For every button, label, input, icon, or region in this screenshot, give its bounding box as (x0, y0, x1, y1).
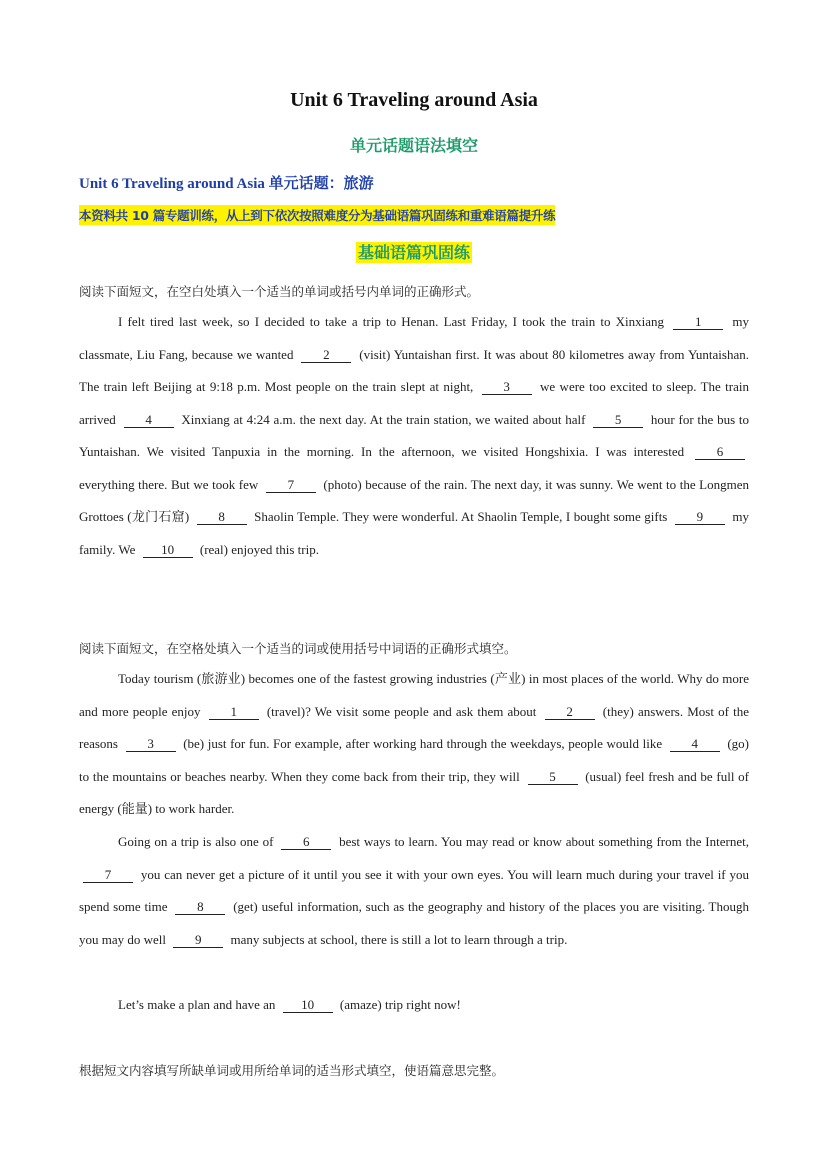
answer-blank-10[interactable]: 10 (283, 997, 333, 1013)
text-segment: Xinxiang at 4:24 a.m. the next day. At the train station, we waited about half (177, 411, 590, 427)
answer-blank-1[interactable]: 1 (673, 314, 723, 330)
answer-blank-7[interactable]: 7 (83, 867, 133, 883)
text-segment: (real) enjoyed this trip. (196, 541, 319, 557)
topic-cn: 单元话题：旅游 (268, 174, 374, 192)
answer-blank-4[interactable]: 4 (124, 412, 174, 428)
answer-blank-6[interactable]: 6 (695, 444, 745, 460)
passage2-paragraph-1 (79, 663, 749, 826)
text-segment: hour for the bus to Yuntaishan. We visited Tanpuxia in the morning. In the afternoon, we visited Hongshixia. I was interested (79, 411, 749, 459)
answer-blank-2[interactable]: 2 (301, 347, 351, 363)
answer-blank-9[interactable]: 9 (675, 509, 725, 525)
text-segment: many subjects at school, there is still a lot to learn through a trip. (227, 931, 568, 947)
section-heading-text: 基础语篇巩固练 (357, 243, 470, 262)
answer-blank-5[interactable]: 5 (593, 412, 643, 428)
section-heading (79, 240, 749, 263)
text-segment: (amaze) trip right now! (336, 997, 461, 1012)
text-segment: we were too excited to sleep. The train arrived (79, 379, 750, 427)
passage1-text (79, 306, 749, 566)
passage3-instruction: 根据短文内容填写所缺单词或用所给单词的适当形式填空，使语篇意思完整。 (79, 1063, 505, 1078)
passage2-instruction: 阅读下面短文，在空格处填入一个适当的词或使用括号中词语的正确形式填空。 (79, 641, 517, 656)
text-segment: my family. We (79, 509, 749, 557)
answer-blank-4[interactable]: 4 (670, 736, 720, 752)
answer-blank-10[interactable]: 10 (143, 542, 193, 558)
text-segment: (be) just for fun. For example, after working hard through the weekdays, people would like (179, 736, 666, 751)
text-segment: everything there. But we took few (79, 476, 262, 492)
document-subtitle: 单元话题语法填空 (349, 136, 478, 155)
text-segment: you can never get a picture of it until you see it with your own eyes. You will learn much during your travel if you spend some time (79, 866, 749, 914)
text-segment: Shaolin Temple. They were wonderful. At Shaolin Temple, I bought some gifts (250, 509, 671, 524)
text-segment: (photo) because of the rain. The next day, it was sunny. We went to the Longmen Grottoes (龙门石窟) (79, 476, 749, 524)
topic-en: Unit 6 Traveling around Asia (79, 176, 269, 192)
text-segment: Going on a trip is also one of (118, 834, 278, 849)
answer-blank-8[interactable]: 8 (197, 509, 247, 525)
highlight-note: 本资料共 10 篇专题训练，从上到下依次按照难度分为基础语篇巩固练和重难语篇提升练 (79, 205, 555, 225)
answer-blank-5[interactable]: 5 (528, 769, 578, 785)
text-segment: (they) answers. Most of the reasons (79, 703, 750, 751)
text-segment: I felt tired last week, so I decided to take a trip to Henan. Last Friday, I took the train to Xinxiang (118, 314, 670, 329)
text-segment: (usual) feel fresh and be full of energy (能量) to work harder. (79, 768, 749, 816)
answer-blank-2[interactable]: 2 (545, 704, 595, 720)
text-segment: Let’s make a plan and have an (118, 997, 279, 1012)
passage2-paragraph-2 (79, 826, 749, 956)
text-segment: (visit) Yuntaishan first. It was about 80 kilometres away from Yuntaishan. The train left Beijing at 9:18 p.m. Most people on the train slept at night, (79, 346, 749, 394)
answer-blank-7[interactable]: 7 (266, 477, 316, 493)
text-segment: (get) useful information, such as the geography and history of the places you are visiting. Though you may do well (79, 899, 749, 947)
answer-blank-3[interactable]: 3 (126, 736, 176, 752)
text-segment: (travel)? We visit some people and ask them about (262, 703, 541, 719)
text-segment: Today tourism (旅游业) becomes one of the fastest growing industries (产业) in most places of the world. Why do more and more people enjoy (79, 671, 749, 719)
answer-blank-9[interactable]: 9 (173, 932, 223, 948)
unit-topic (79, 172, 374, 193)
answer-blank-1[interactable]: 1 (209, 704, 259, 720)
document-title: Unit 6 Traveling around Asia (290, 89, 538, 111)
passage2-paragraph-3 (79, 989, 749, 1022)
passage1-instruction: 阅读下面短文，在空白处填入一个适当的单词或括号内单词的正确形式。 (79, 284, 480, 299)
answer-blank-8[interactable]: 8 (175, 899, 225, 915)
answer-blank-6[interactable]: 6 (281, 834, 331, 850)
text-segment: best ways to learn. You may read or know about something from the Internet, (335, 834, 749, 849)
text-segment: (go) to the mountains or beaches nearby. When they come back from their trip, they will (79, 736, 749, 784)
text-segment: my classmate, Liu Fang, because we wanted (79, 314, 749, 362)
answer-blank-3[interactable]: 3 (482, 379, 532, 395)
